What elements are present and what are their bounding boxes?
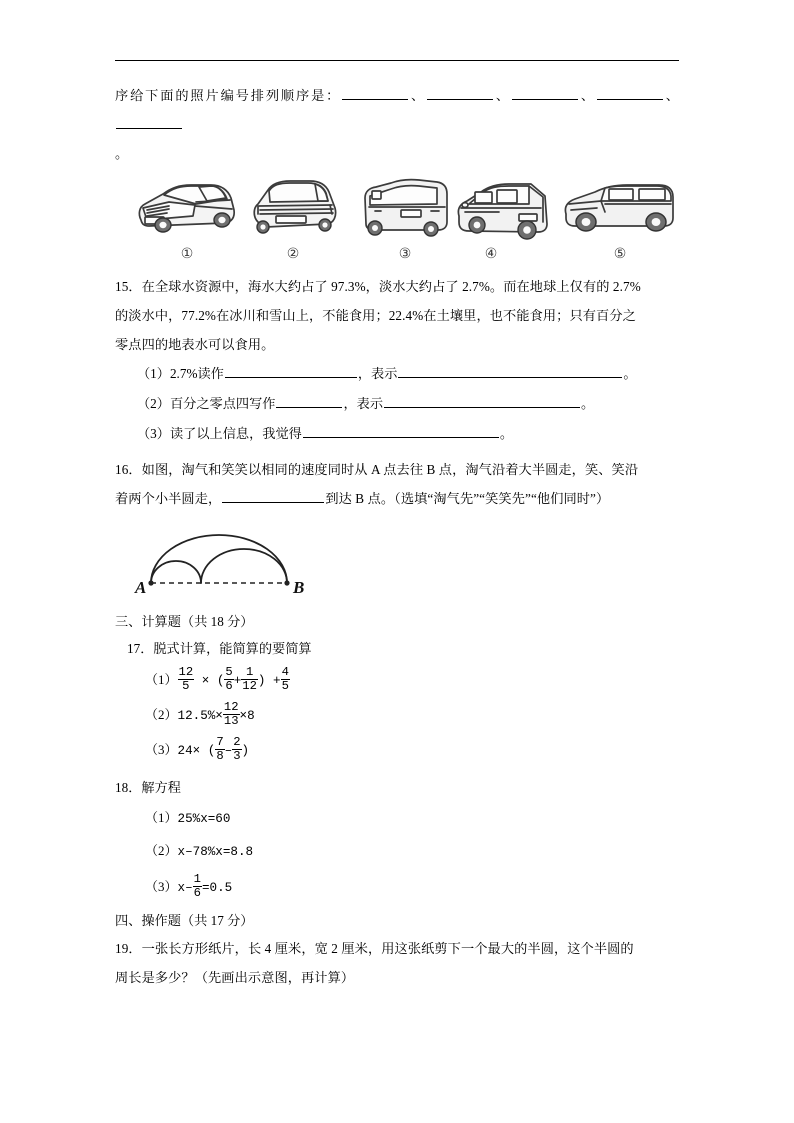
- q18-eq2-body: x–78%x=8.8: [177, 845, 254, 859]
- fraction-1-12: [241, 666, 258, 692]
- denominator: 8: [216, 749, 224, 764]
- denominator: 5: [281, 679, 289, 694]
- q17-1-op-1: × (: [194, 674, 225, 688]
- car-3-drawing: [357, 174, 457, 242]
- q15-sub-3: [137, 419, 679, 449]
- carryover-terminator: 。: [115, 146, 129, 161]
- small-semicircle-arc-left: [151, 561, 201, 583]
- q18-eq3-lead: x–: [177, 881, 193, 895]
- q15-sub1-middle: ，表示: [357, 366, 398, 381]
- q17-3-op: –: [224, 744, 233, 758]
- fraction-12-5: [178, 666, 195, 692]
- photo-label-1: ①: [180, 246, 194, 262]
- numerator: 12: [223, 700, 239, 715]
- photos-label-row: [115, 246, 679, 272]
- photo-car-1: [133, 174, 239, 245]
- denominator: 13: [223, 714, 239, 729]
- section-3-heading: 三、计算题（共 18 分）: [115, 614, 254, 629]
- q15-sub1-prefix: （1）2.7%读作: [137, 366, 224, 381]
- numerator: 5: [225, 665, 233, 680]
- order-blank-1[interactable]: [342, 86, 408, 100]
- denominator: 12: [242, 679, 257, 694]
- section-4-heading: 四、操作题（共 17 分）: [115, 913, 254, 928]
- q15-sub-2: [137, 389, 679, 419]
- q18-heading: 18．解方程: [115, 780, 181, 795]
- carryover-text: 序给下面的照片编号排列顺序是：: [115, 88, 342, 103]
- photo-label-3: ③: [398, 246, 412, 262]
- photo-car-3: [357, 174, 457, 247]
- photo-label-2: ②: [286, 246, 300, 262]
- large-semicircle-arc: [151, 535, 287, 583]
- q15-sub3-end: 。: [499, 426, 514, 441]
- fraction-4-5: [281, 666, 290, 692]
- q17-1-op-2: +: [233, 674, 242, 688]
- car-5-drawing: [561, 174, 681, 240]
- q17-item-2-label: （2）: [145, 707, 178, 722]
- q15-sub-1: [137, 359, 679, 389]
- order-blank-4[interactable]: [597, 86, 663, 100]
- fraction-2-3: [232, 736, 241, 762]
- q17-item-1: [145, 663, 679, 698]
- numerator: 12: [178, 665, 194, 680]
- q16-stem2-prefix: 着两个小半圆走，: [115, 491, 222, 506]
- q17-item-3: [145, 733, 679, 768]
- denominator: 6: [225, 679, 233, 694]
- order-sep-3: 、: [579, 88, 596, 103]
- fraction-12-13: [223, 701, 240, 727]
- q15-sub1-blank-1[interactable]: [225, 364, 357, 378]
- fraction-7-8: [215, 736, 224, 762]
- order-blank-3[interactable]: [512, 86, 578, 100]
- q19-line-1: 19．一张长方形纸片，长 4 厘米，宽 2 厘米，用这张纸剪下一个最大的半圆，这个半圆的: [115, 941, 634, 956]
- q18-eq1-label: （1）: [145, 810, 178, 825]
- fraction-1-6: [193, 873, 202, 899]
- order-blank-5[interactable]: [116, 115, 182, 129]
- photos-row: [115, 174, 679, 246]
- q16-stem2-postfix: 到达 B 点。（选填“淘气先”“笑笑先”“他们同时”）: [325, 491, 610, 506]
- q17-item-3-label: （3）: [145, 742, 178, 757]
- point-a-label: A: [135, 578, 147, 597]
- q18-eq3-tail: =0.5: [201, 881, 233, 895]
- q16-stem-line-1: 16．如图，淘气和笑笑以相同的速度同时从 A 点去往 B 点，淘气沿着大半圆走，笑、笑沿: [115, 462, 639, 477]
- q15-sub3-prefix: （3）读了以上信息，我觉得: [137, 426, 302, 441]
- q18-equation-2: [145, 835, 679, 868]
- order-sep-4: 、: [663, 88, 680, 103]
- q16-figure: [121, 517, 679, 606]
- q15-stem-line-2: 的淡水中，77.2%在冰川和雪山上，不能食用；22.4%在土壤里，也不能食用；只有百分之: [115, 308, 636, 323]
- photo-car-4: [453, 174, 563, 249]
- q17-3-lead: 24× (: [177, 744, 216, 758]
- q18-eq2-label: （2）: [145, 843, 178, 858]
- q17-3-tail: ): [241, 744, 250, 758]
- q16-answer-blank[interactable]: [222, 489, 324, 503]
- q17-heading: 17．脱式计算，能简算的要简算: [127, 641, 312, 656]
- numerator: 1: [245, 665, 254, 680]
- order-sep-1: 、: [409, 88, 427, 103]
- order-blank-2[interactable]: [427, 86, 493, 100]
- denominator: 3: [233, 749, 241, 764]
- photo-label-4: ④: [484, 246, 498, 262]
- q16-stem-line-2: [115, 484, 679, 513]
- q15-sub3-blank[interactable]: [303, 424, 499, 438]
- q18-equation-1: [145, 802, 679, 835]
- header-rule: [115, 60, 679, 61]
- q17-item-2: [145, 698, 679, 733]
- q18-eq3-label: （3）: [145, 879, 178, 894]
- numerator: 1: [193, 872, 201, 887]
- car-2-drawing: [246, 174, 346, 240]
- q15-sub1-end: 。: [623, 366, 637, 381]
- numerator: 7: [216, 735, 224, 750]
- numerator: 4: [281, 665, 289, 680]
- car-1-drawing: [133, 174, 239, 240]
- q19-line-2: 周长是多少？（先画出示意图，再计算）: [115, 970, 355, 985]
- order-sep-2: 、: [494, 88, 512, 103]
- denominator: 6: [193, 886, 201, 901]
- q15-sub1-blank-2[interactable]: [398, 364, 622, 378]
- q15-sub2-end: 。: [581, 396, 595, 411]
- page-content: [115, 60, 679, 992]
- q18-equation-3: [145, 868, 679, 907]
- q17-2-lead: 12.5%×: [177, 709, 223, 723]
- photo-car-2: [246, 174, 346, 245]
- q15-sub2-blank-1[interactable]: [276, 394, 342, 408]
- q15-stem-line-1: 15．在全球水资源中，海水大约占了 97.3%，淡水大约占了 2.7%。而在地球上仅有的 2.7%: [115, 279, 641, 294]
- photo-label-5: ⑤: [613, 246, 627, 262]
- point-b-label: B: [293, 578, 305, 597]
- fraction-5-6: [224, 666, 233, 692]
- point-a-dot: [148, 580, 153, 585]
- photo-car-5: [561, 174, 681, 245]
- q16-semicircle-diagram: [121, 517, 341, 601]
- q17-2-tail: ×8: [239, 709, 255, 723]
- point-b-dot: [284, 580, 289, 585]
- q17-item-1-label: （1）: [145, 672, 178, 687]
- q15-sub2-middle: ，表示: [343, 396, 384, 411]
- q18-eq1-body: 25%x=60: [177, 812, 231, 826]
- carryover-order-line: [115, 81, 679, 139]
- q15-sub2-blank-2[interactable]: [384, 394, 580, 408]
- numerator: 2: [233, 735, 241, 750]
- q15-stem-line-3: 零点四的地表水可以食用。: [115, 337, 275, 352]
- car-4-drawing: [453, 174, 563, 244]
- denominator: 5: [178, 679, 195, 693]
- q15-sub2-prefix: （2）百分之零点四写作: [137, 396, 276, 411]
- q17-1-op-3: ) +: [257, 674, 281, 688]
